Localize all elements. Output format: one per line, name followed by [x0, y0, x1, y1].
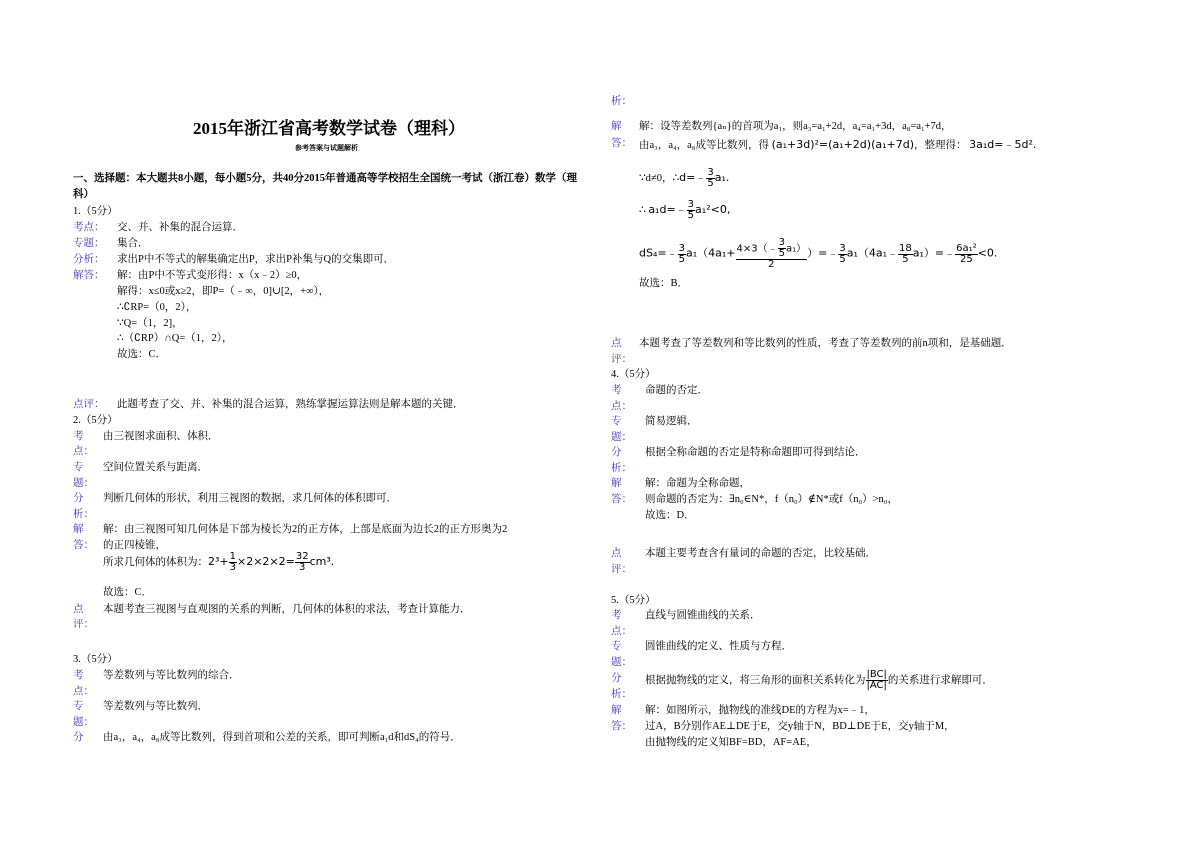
- q1-fenxi-label: 分析：: [73, 254, 105, 265]
- q5-number: 5.（5分）: [611, 595, 656, 606]
- q1-zhuanti: 集合．: [117, 238, 149, 249]
- q2-kao-label: 考: [73, 431, 84, 442]
- q5-xi-label: 析：: [611, 689, 632, 700]
- q2-volume-text: 所求几何体的体积为：: [103, 556, 208, 568]
- q3-da-label: 答：: [611, 138, 632, 149]
- q3-s5-a: dS₄=﹣: [639, 246, 678, 260]
- q4-number: 4.（5分）: [611, 369, 656, 380]
- q3-solution-line: 解：设等差数列{aₙ}的首项为a₁，则a₃=a₁+2d，a₄=a₁+3d，a₈=a₁+7d，: [639, 121, 952, 132]
- q4-fenxi: 根据全称命题的否定是特称命题即可得到结论．: [645, 447, 866, 458]
- q3-s5-k: <0.: [977, 246, 998, 260]
- q3-frac-6a: 6a₁²: [956, 242, 977, 254]
- q3-ping-label: 评：: [611, 354, 632, 365]
- q5-solution-line: 解：如图所示，抛物线的准线DE的方程为x=﹣1，: [645, 705, 875, 716]
- q3-ds4-formula: [639, 238, 997, 270]
- q2-frac-1: [229, 552, 237, 573]
- q1-solution-line: 解：由P中不等式变形得：x（x﹣2）≥0，: [117, 270, 308, 281]
- q4-kaodian: 命题的否定．: [645, 385, 708, 396]
- q3-s5-h: a₁）=﹣: [912, 246, 956, 260]
- q5-kaodian: 直线与圆锥曲线的关系．: [645, 610, 761, 621]
- q3-frac-big: [736, 238, 808, 270]
- q3-frac-den: 5: [707, 178, 714, 189]
- q1-number: 1.（5分）: [73, 206, 118, 217]
- q5-frac-bc: |BC|: [866, 669, 887, 680]
- q3-s2-text: 由a₃，a₄，a₈成等比数列，得: [639, 140, 769, 151]
- q2-frac-1-num: 1: [229, 551, 236, 562]
- q4-solution-line: 解：命题为全称命题，: [645, 478, 750, 489]
- q4-solution-line: 故选：D．: [645, 510, 695, 521]
- q4-dianping: 本题主要考查含有量词的命题的否定，比较基础．: [645, 548, 876, 559]
- q3-dian2-label: 点: [611, 338, 622, 349]
- q4-jie-label: 解: [611, 478, 622, 489]
- q5-zhuan-label: 专: [611, 641, 622, 652]
- q3-solution-line: [639, 136, 1036, 152]
- q3-frac-num: 3: [707, 167, 714, 178]
- q1-kaodian: 交、并、补集的混合运算．: [117, 222, 243, 233]
- q3-frac-inner: [778, 238, 786, 259]
- q2-jie-label: 解: [73, 524, 84, 535]
- q3-xi-label: 析：: [611, 96, 632, 107]
- q3-big-num-b: a₁）: [785, 243, 807, 255]
- q2-frac-2-num: 32: [295, 551, 309, 562]
- q3-jie-label: 解: [611, 121, 622, 132]
- q3-frac-18: 18: [899, 242, 912, 254]
- q5-solution-line: 由抛物线的定义知BF=BD，AF=AE，: [645, 737, 817, 748]
- q3-big-num-a: 4×3（﹣: [736, 243, 778, 255]
- q3-frac-6a-25: [955, 244, 978, 265]
- q3-s5-e: a₁（4a₁﹣: [846, 246, 899, 260]
- q5-fen-label: 分: [611, 673, 622, 684]
- q2-fenxi: 判断几何体的形状，利用三视图的数据，求几何体的体积即可．: [103, 493, 397, 504]
- q3-fenxi: 由a₃，a₄，a₈成等比数列，得到首项和公差的关系，即可判断a₁d和dS₄的符号．: [103, 732, 461, 743]
- q3-s2-eq: (a₁+3d)²=(a₁+2d)(a₁+7d): [771, 138, 915, 151]
- q3-frac-inner-num: 3: [778, 237, 785, 248]
- q2-formula-unit: cm³.: [309, 554, 335, 568]
- q2-dianping: 本题考查三视图与直观图的关系的判断，几何体的体积的求法，考查计算能力．: [103, 604, 471, 615]
- q2-zhuanti: 空间位置关系与距离．: [103, 462, 208, 473]
- q1-solution-line: ∵Q=（1，2]，: [117, 318, 183, 329]
- q4-dian-label: 点：: [611, 401, 632, 412]
- q1-dianping-label: 点评：: [73, 399, 105, 410]
- q5-jie-label: 解: [611, 705, 622, 716]
- q3-frac-big-num: [736, 238, 808, 260]
- q3-frac-num: 3: [687, 199, 695, 210]
- q2-ti-label: 题：: [73, 478, 94, 489]
- q2-kaodian: 由三视图求面积、体积．: [103, 431, 219, 442]
- q5-dian-label: 点：: [611, 626, 632, 637]
- q5-fenxi: [645, 670, 993, 691]
- q3-zhuan-label: 专: [73, 701, 84, 712]
- q4-da-label: 答：: [611, 494, 632, 505]
- q2-frac-1-den: 3: [229, 562, 236, 573]
- section-heading-line2: 科）: [73, 189, 94, 200]
- q3-s5-b: a₁（4a₁+: [685, 246, 736, 260]
- q5-ti-label: 题：: [611, 657, 632, 668]
- q3-frac-inner-den: 5: [778, 248, 785, 259]
- q1-jieda-label: 解答：: [73, 270, 105, 281]
- q1-zhuanti-label: 专题：: [73, 238, 105, 249]
- q3-s5-c: ）=﹣: [807, 246, 839, 260]
- q4-xi-label: 析：: [611, 463, 632, 474]
- q2-solution-line: 故选：C．: [103, 587, 153, 598]
- q3-frac-3-5b: [687, 200, 695, 221]
- q3-s2-result: 3a₁d=﹣5d².: [969, 138, 1037, 151]
- q2-formula-b: ×2×2×2=: [237, 554, 295, 568]
- q3-kaodian: 等差数列与等比数列的综合．: [103, 670, 240, 681]
- page-subtitle: 参考答案与试题解析: [295, 144, 358, 152]
- q3-dianping: 本题考查了等差数列和等比数列的性质，考查了等差数列的前n项和，是基础题．: [639, 338, 1012, 349]
- q3-fen-label: 分: [73, 732, 84, 743]
- q3-solution-line: [639, 200, 730, 221]
- q3-s3-tail: a₁.: [714, 170, 730, 184]
- q3-frac-num: 3: [678, 242, 685, 254]
- q1-dianping: 此题考查了交、并、补集的混合运算，熟练掌握运算法则是解本题的关键．: [117, 399, 464, 410]
- q3-s3-eq: d=﹣: [679, 170, 707, 184]
- q3-frac-25: 25: [960, 253, 973, 265]
- q2-frac-2: [295, 552, 310, 573]
- q1-kaodian-label: 考点：: [73, 222, 105, 233]
- q4-dian2-label: 点: [611, 548, 622, 559]
- q1-solution-line: ∴（∁RP）∩Q=（1，2），: [117, 333, 233, 344]
- page-title: 2015年浙江省高考数学试卷（理科）: [193, 119, 465, 138]
- q4-fen-label: 分: [611, 447, 622, 458]
- q3-kao-label: 考: [73, 670, 84, 681]
- q5-frac-ac: |AC|: [866, 680, 887, 691]
- q4-kao-label: 考: [611, 385, 622, 396]
- q2-frac-2-den: 3: [299, 562, 306, 573]
- q5-frac-bc-ac: [866, 670, 888, 691]
- q5-zhuanti: 圆锥曲线的定义、性质与方程．: [645, 641, 792, 652]
- q3-frac-den: 5: [678, 253, 685, 265]
- q2-da-label: 答：: [73, 540, 94, 551]
- q4-ping-label: 评：: [611, 564, 632, 575]
- q4-zhuanti: 简易逻辑．: [645, 416, 698, 427]
- q2-xi-label: 析：: [73, 509, 94, 520]
- q3-frac-num: 3: [839, 242, 846, 254]
- q3-ti-label: 题：: [73, 717, 94, 728]
- q3-s2-mid: ，整理得：: [914, 140, 967, 151]
- q3-s4-eq: a₁d=﹣: [648, 202, 687, 216]
- q3-number: 3.（5分）: [73, 654, 118, 665]
- q3-frac-s5-1: [678, 244, 686, 265]
- q1-solution-line: ∴∁RP=（0，2），: [117, 302, 197, 313]
- q1-fenxi: 求出P中不等式的解集确定出P，求出P补集与Q的交集即可．: [117, 254, 395, 265]
- q1-solution-line: 解得：x≤0或x≥2，即P=（﹣∞，0]∪[2，+∞），: [117, 286, 330, 297]
- q2-volume-formula: [103, 552, 334, 573]
- q2-number: 2.（5分）: [73, 415, 118, 426]
- q5-kao-label: 考: [611, 610, 622, 621]
- q5-da-label: 答：: [611, 721, 632, 732]
- q3-solution-line: [639, 168, 729, 189]
- q2-zhuan-label: 专: [73, 462, 84, 473]
- q3-solution-line: 故选：B．: [639, 278, 689, 289]
- q1-solution-line: 故选：C．: [117, 349, 167, 360]
- q2-dian2-label: 点: [73, 604, 84, 615]
- q3-frac-big-den: 2: [768, 259, 775, 270]
- q2-fen-label: 分: [73, 493, 84, 504]
- q3-frac-5: 5: [902, 253, 909, 265]
- q5-fenxi-b: 的关系进行求解即可．: [887, 674, 993, 686]
- section-heading-line1: 一、选择题：本大题共8小题，每小题5分，共40分2015年普通高等学校招生全国统一考试（浙江卷）数学（理: [73, 173, 577, 184]
- q3-dian-label: 点：: [73, 686, 94, 697]
- q5-solution-line: 过A，B分别作AE⊥DE于E，交y轴于N，BD⊥DE于E，交y轴于M，: [645, 721, 955, 732]
- q4-zhuan-label: 专: [611, 416, 622, 427]
- q3-zhuanti: 等差数列与等比数列．: [103, 701, 208, 712]
- q3-s4-text: ∴: [639, 204, 646, 216]
- q3-s4-tail: a₁²<0,: [695, 202, 731, 216]
- q2-solution-line: 的正四棱锥，: [103, 540, 166, 551]
- q2-formula-a: 2³+: [208, 554, 229, 568]
- q3-frac-s5-2: [838, 244, 846, 265]
- q3-frac-den: 5: [839, 253, 846, 265]
- q3-frac-3-5: [706, 168, 714, 189]
- q2-solution-line: 解：由三视图可知几何体是下部为棱长为2的正方体，上部是底面为边长2的正方形奥为2: [103, 524, 508, 535]
- q5-fenxi-a: 根据抛物线的定义，将三角形的面积关系转化为: [645, 674, 866, 686]
- q4-ti-label: 题：: [611, 432, 632, 443]
- q2-dian-label: 点：: [73, 446, 94, 457]
- q3-frac-18-5: [898, 244, 913, 265]
- q2-ping-label: 评：: [73, 619, 94, 630]
- q3-s3-text: ∵d≠0，∴: [639, 172, 680, 184]
- q4-solution-line: 则命题的否定为：∃n₀∈N*，f（n₀）∉N*或f（n₀）>n₀，: [645, 494, 898, 505]
- q3-frac-den: 5: [687, 210, 695, 221]
